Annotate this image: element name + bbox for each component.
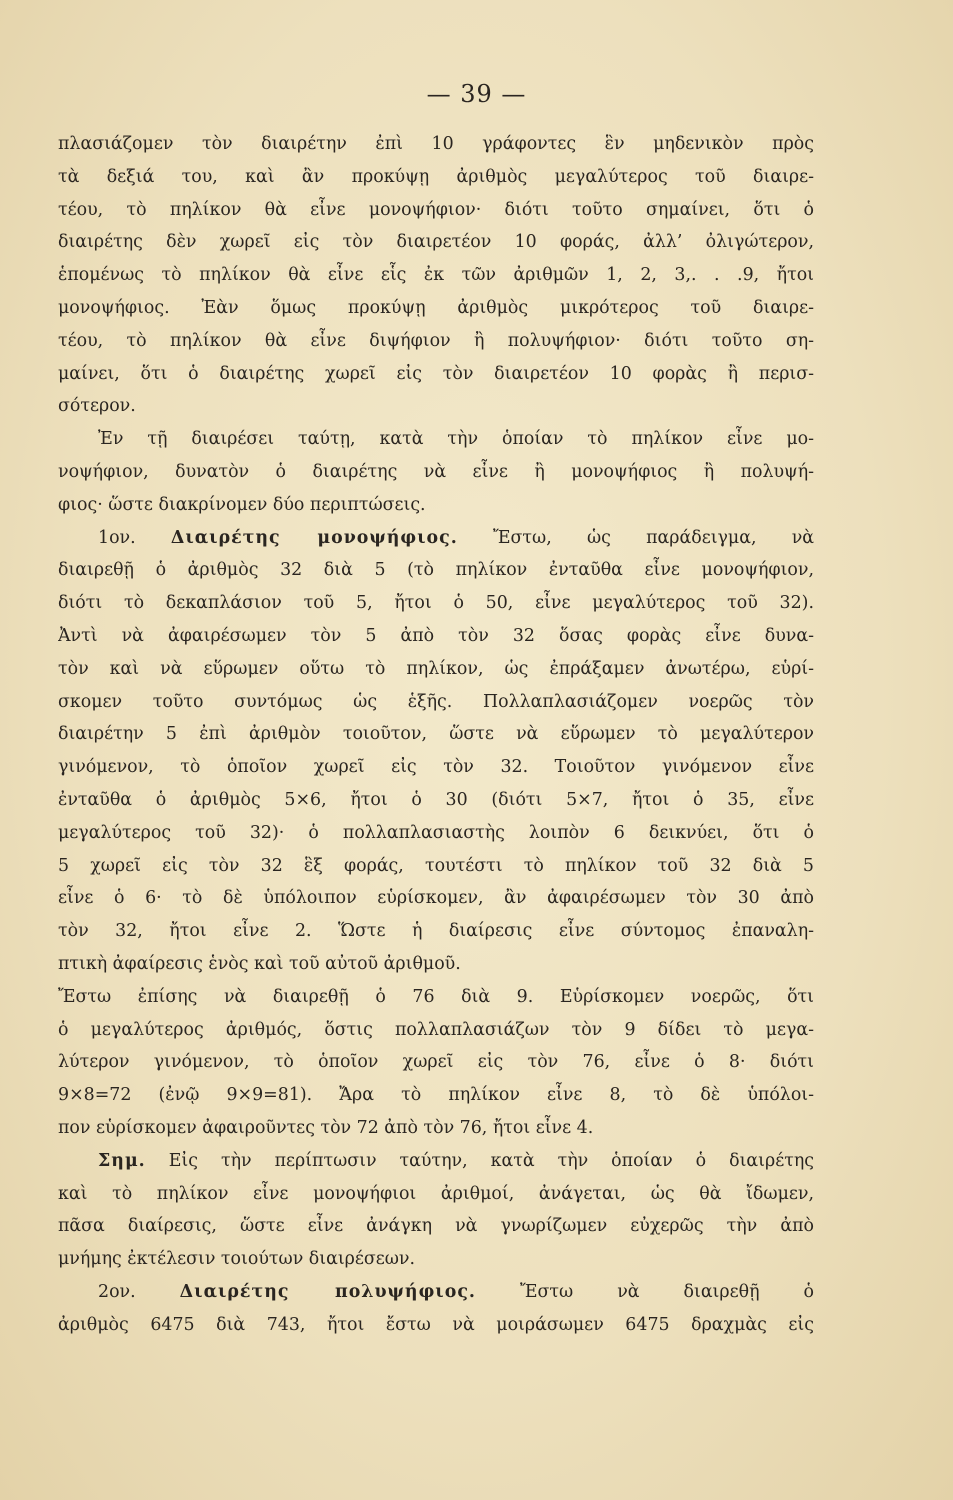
text-line: γινόμενον, τὸ ὁποῖον χωρεῖ εἰς τὸν 32. Τοιοῦτον γινόμενον εἶνε — [58, 757, 814, 778]
page-number: — 39 — — [426, 80, 527, 108]
text-line: ἐνταῦθα ὁ ἀριθμὸς 5×6, ἤτοι ὁ 30 (διότι 5×7, ἤτοι ὁ 35, εἶνε — [58, 789, 814, 810]
text-line: πλασιάζομεν τὸν διαιρέτην ἐπὶ 10 γράφοντες ἓν μηδενικὸν πρὸς — [58, 134, 814, 154]
text-line — [58, 1145, 814, 1178]
text-line: μονοψήφιος. Ἐὰν ὅμως προκύψῃ ἀριθμὸς μικρότερος τοῦ διαιρε- — [58, 297, 814, 318]
text-line: Ἀντὶ νὰ ἀφαιρέσωμεν τὸν 5 ἀπὸ τὸν 32 ὅσας φορὰς εἶνε δυνα- — [58, 625, 814, 646]
text-line: ἀριθμὸς 6475 διὰ 743, ἤτοι ἔστω νὰ μοιράσωμεν 6475 δραχμὰς εἰς — [58, 1314, 814, 1335]
text-line: 9×8=72 (ἐνῷ 9×9=81). Ἄρα τὸ πηλίκον εἶνε 8, τὸ δὲ ὑπόλοι- — [58, 1085, 814, 1106]
line-text: Ἔστω, ὡς παράδειγμα, νὰ — [493, 527, 814, 548]
text-line: λύτερον γινόμενον, τὸ ὁποῖον χωρεῖ εἰς τὸν 76, εἶνε ὁ 8· διότι — [58, 1052, 814, 1073]
text-line: μνήμης ἐκτέλεσιν τοιούτων διαιρέσεων. — [58, 1249, 416, 1270]
section-number: 1ον. — [98, 527, 136, 548]
text-line: μαίνει, ὅτι ὁ διαιρέτης χωρεῖ εἰς τὸν διαιρετέον 10 φορὰς ἢ περισ- — [58, 363, 814, 384]
line-text: Εἰς τὴν περίπτωσιν ταύτην, κατὰ τὴν ὁποίαν ὁ διαιρέτης — [168, 1150, 814, 1171]
text-line: διαιρέτης δὲν χωρεῖ εἰς τὸν διαιρετέον 10 φοράς, ἀλλ’ ὀλιγώτερον, — [58, 232, 814, 253]
text-line: διότι τὸ δεκαπλάσιον τοῦ 5, ἤτοι ὁ 50, εἶνε μεγαλύτερος τοῦ 32). — [58, 593, 814, 614]
text-line: τέου, τὸ πηλίκον θὰ εἶνε μονοψήφιον· διότι τοῦτο σημαίνει, ὅτι ὁ — [58, 199, 814, 220]
text-line — [58, 522, 814, 555]
text-line: 5 χωρεῖ εἰς τὸν 32 ἓξ φοράς, τουτέστι τὸ πηλίκον τοῦ 32 διὰ 5 — [58, 855, 814, 876]
text-line: σκομεν τοῦτο συντόμως ὡς ἑξῆς. Πολλαπλασιάζομεν νοερῶς τὸν — [58, 691, 814, 712]
text-line: διαιρέτην 5 ἐπὶ ἀριθμὸν τοιοῦτον, ὥστε νὰ εὕρωμεν τὸ μεγαλύτερον — [58, 724, 814, 745]
text-line: φιος· ὥστε διακρίνομεν δύο περιπτώσεις. — [58, 494, 426, 515]
text-line: τὸν καὶ νὰ εὕρωμεν οὕτω τὸ πηλίκον, ὡς ἐπράξαμεν ἀνωτέρω, εὑρί- — [58, 658, 814, 679]
line-text: Ἔστω νὰ διαιρεθῇ ὁ — [519, 1281, 814, 1302]
text-line — [58, 1276, 814, 1309]
text-line: τέου, τὸ πηλίκον θὰ εἶνε διψήφιον ἢ πολυψήφιον· διότι τοῦτο ση- — [58, 330, 814, 351]
text-line: τὸν 32, ἤτοι εἶνε 2. Ὥστε ἡ διαίρεσις εἶνε σύντομος ἐπαναλη- — [58, 921, 814, 942]
text-line: πᾶσα διαίρεσις, ὥστε εἶνε ἀνάγκη νὰ γνωρίζωμεν εὐχερῶς τὴν ἀπὸ — [58, 1216, 814, 1237]
text-line: νοψήφιον, δυνατὸν ὁ διαιρέτης νὰ εἶνε ἢ μονοψήφιος ἢ πολυψή- — [58, 461, 814, 482]
text-line: πτικὴ ἀφαίρεσις ἑνὸς καὶ τοῦ αὐτοῦ ἀριθμοῦ. — [58, 953, 461, 974]
text-line: τὰ δεξιά του, καὶ ἂν προκύψῃ ἀριθμὸς μεγαλύτερος τοῦ διαιρε- — [58, 166, 814, 187]
text-line: μεγαλύτερος τοῦ 32)· ὁ πολλαπλασιαστὴς λοιπὸν 6 δεικνύει, ὅτι ὁ — [58, 822, 814, 843]
text-line: διαιρεθῇ ὁ ἀριθμὸς 32 διὰ 5 (τὸ πηλίκον ἐνταῦθα εἶνε μονοψήφιον, — [58, 560, 814, 581]
section-heading: Σημ. — [98, 1150, 146, 1171]
section-heading: Διαιρέτης μονοψήφιος. — [170, 527, 458, 548]
text-line: εἶνε ὁ 6· τὸ δὲ ὑπόλοιπον εὑρίσκομεν, ἂν ἀφαιρέσωμεν τὸν 30 ἀπὸ — [58, 888, 814, 909]
text-line: πον εὑρίσκομεν ἀφαιροῦντες τὸν 72 ἀπὸ τὸν 76, ἤτοι εἶνε 4. — [58, 1117, 594, 1138]
section-heading: Διαιρέτης πολυψήφιος. — [179, 1281, 476, 1302]
section-number: 2ον. — [98, 1281, 136, 1302]
text-line: Ἔστω ἐπίσης νὰ διαιρεθῇ ὁ 76 διὰ 9. Εὑρίσκομεν νοερῶς, ὅτι — [58, 986, 814, 1007]
body-text — [58, 128, 814, 1341]
text-line: καὶ τὸ πηλίκον εἶνε μονοψήφιοι ἀριθμοί, ἀνάγεται, ὡς θὰ ἴδωμεν, — [58, 1183, 814, 1204]
text-line: σότερον. — [58, 396, 136, 417]
text-line: ὁ μεγαλύτερος ἀριθμός, ὅστις πολλαπλασιάζων τὸν 9 δίδει τὸ μεγα- — [58, 1019, 814, 1040]
text-line: Ἐν τῇ διαιρέσει ταύτῃ, κατὰ τὴν ὁποίαν τὸ πηλίκον εἶνε μο- — [98, 429, 814, 450]
text-line: ἑπομένως τὸ πηλίκον θὰ εἶνε εἷς ἐκ τῶν ἀριθμῶν 1, 2, 3,. . .9, ἤτοι — [58, 265, 814, 286]
